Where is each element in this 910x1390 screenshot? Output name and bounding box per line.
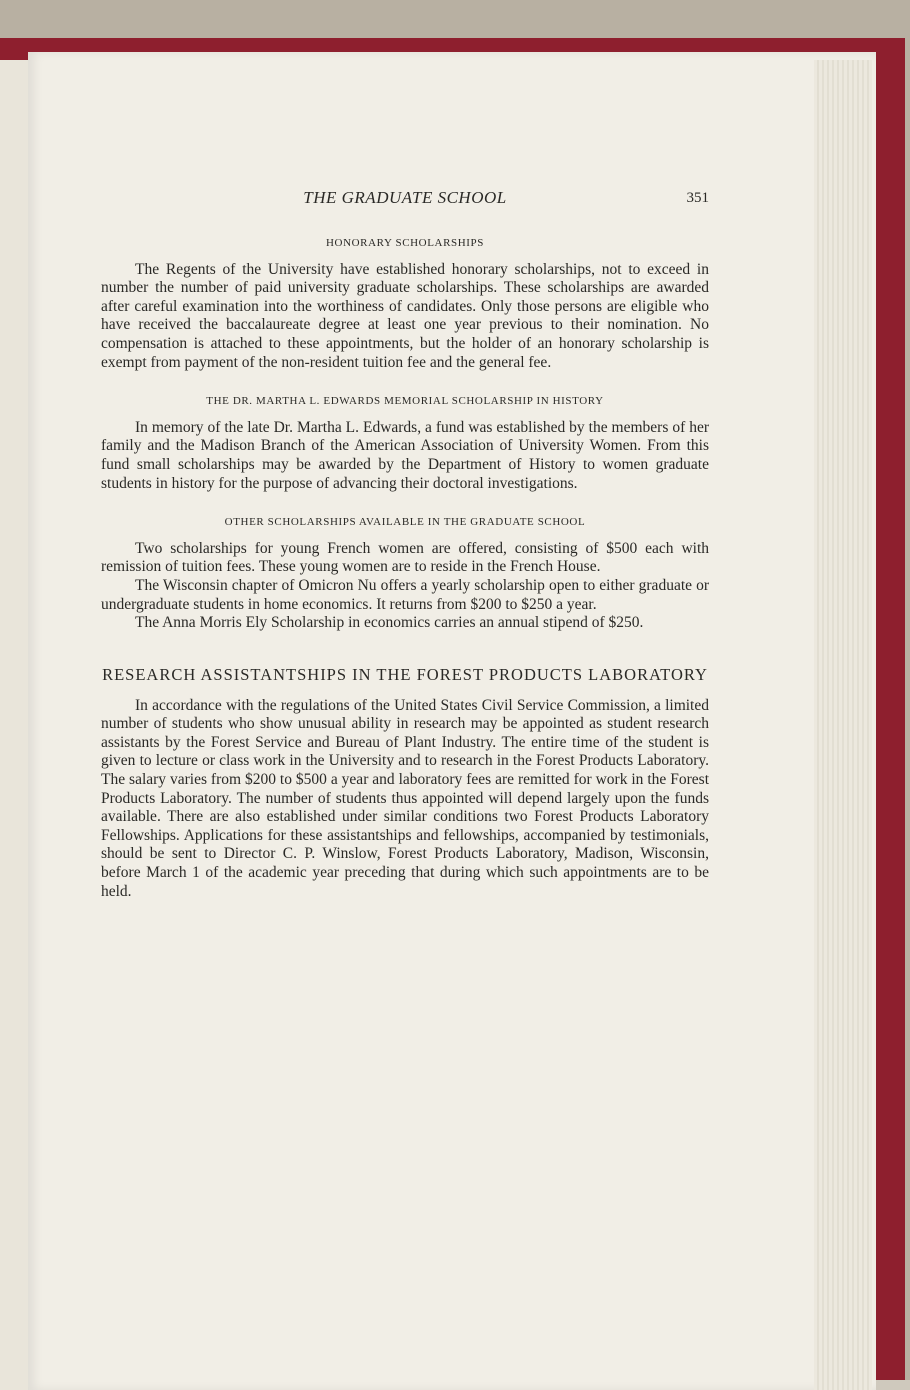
paragraph: The Wisconsin chapter of Omicron Nu offers a yearly scholarship open to either graduate or undergraduate students in home economics. It returns from $200 to $250 a year. — [101, 576, 709, 613]
paragraph: Two scholarships for young French women are offered, consisting of $500 each with remission of tuition fees. These young women are to reside in the French House. — [101, 539, 709, 576]
section-heading-research-assistantships: RESEARCH ASSISTANTSHIPS IN THE FOREST PRODUCTS LABORATORY — [102, 664, 708, 684]
paragraph: In memory of the late Dr. Martha L. Edwards, a fund was established by the members of her family and the Madison Branch of the American Association of University Women. From this fund small scholarships may be awarded by the Department of History to women graduate students in history for the purpose of advancing their doctoral investigations. — [101, 418, 709, 492]
paragraph: The Regents of the University have established honorary scholarships, not to exceed in number the number of paid university graduate scholarships. These scholarships are awarded after careful examination into the worthiness of candidates. Only those persons are eligible who have received the baccalaureate degree at least one year previous to their nomination. No compensation is attached to these appointments, but the holder of an honorary scholarship is exempt from payment of the non-resident tuition fee and the general fee. — [101, 260, 709, 371]
paragraph: In accordance with the regulations of the United States Civil Service Commission, a limited number of students who show unusual ability in research may be appointed as student research assistants by the Forest Service and Bureau of Plant Industry. The entire time of the student is given to lecture or class work in the University and to research in the Forest Products Laboratory. The salary varies from $200 to $500 a year and laboratory fees are remitted for work in the Forest Products Laboratory. The number of students thus appointed will depend largely upon the funds available. There are also established under similar conditions two Forest Products Laboratory Fellowships. Applications for these assistantships and fellowships, accompanied by testimonials, should be sent to Director C. P. Winslow, Forest Products Laboratory, Madison, Wisconsin, before March 1 of the academic year preceding that during which such appointments are to be held. — [101, 696, 709, 900]
running-head-title: THE GRADUATE SCHOOL — [303, 188, 507, 207]
page-stack-edge — [814, 60, 872, 1390]
section-heading-honorary-scholarships: HONORARY SCHOLARSHIPS — [326, 237, 484, 249]
page-content — [101, 186, 709, 901]
section-heading-edwards-scholarship: THE DR. MARTHA L. EDWARDS MEMORIAL SCHOLARSHIP IN HISTORY — [206, 395, 604, 408]
paragraph: The Anna Morris Ely Scholarship in economics carries an annual stipend of $250. — [135, 614, 644, 632]
running-head — [101, 186, 709, 212]
page-number: 351 — [686, 190, 709, 206]
section-heading-other-scholarships: OTHER SCHOLARSHIPS AVAILABLE IN THE GRADUATE SCHOOL — [224, 516, 586, 529]
